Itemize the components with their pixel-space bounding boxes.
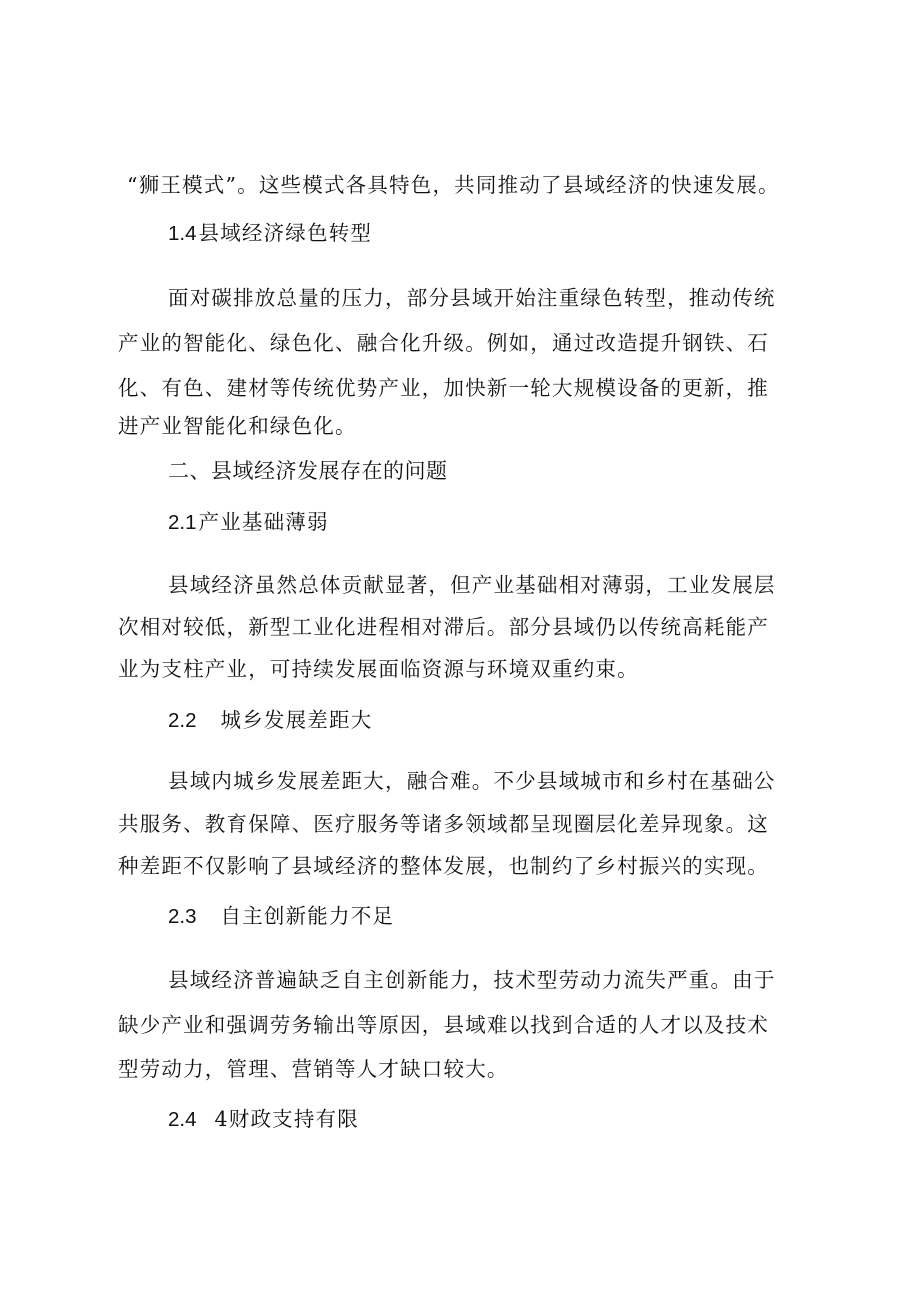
paragraph-line: “狮王模式”。这些模式各具特色，共同推动了县域经济的快速发展。	[127, 173, 780, 197]
section-heading-2-3	[168, 902, 394, 931]
section-title: 自主创新能力不足	[220, 904, 395, 928]
section-number: 1.4	[168, 222, 197, 245]
paragraph-line: 共服务、教育保障、医疗服务等诸多领域都呈现圈层化差异现象。这	[118, 812, 769, 836]
section-title: 产业基础薄弱	[198, 510, 329, 534]
section-number: 2.3	[168, 905, 197, 928]
section-heading-2-1	[168, 508, 329, 537]
section-title: 4财政支持有限	[214, 1107, 359, 1131]
chapter-heading: 二、县域经济发展存在的问题	[168, 459, 448, 483]
paragraph-line: 种差距不仅影响了县域经济的整体发展，也制约了乡村振兴的实现。	[118, 854, 769, 878]
section-heading-2-2	[168, 706, 372, 735]
paragraph-line: 进产业智能化和绿色化。	[118, 414, 357, 438]
paragraph-line: 产业的智能化、绿色化、融合化升级。例如，通过改造提升钢铁、石	[118, 331, 769, 355]
section-title: 县域经济绿色转型	[198, 221, 373, 245]
section-heading-2-4	[168, 1105, 359, 1134]
section-number: 2.1	[168, 511, 197, 534]
paragraph-line: 缺少产业和强调劳务输出等原因，县域难以找到合适的人才以及技术	[118, 1013, 769, 1037]
paragraph-line: 型劳动力，管理、营销等人才缺口较大。	[118, 1057, 509, 1081]
section-heading-1-4	[168, 219, 372, 248]
section-title: 城乡发展差距大	[220, 708, 373, 732]
paragraph-line: 县域内城乡发展差距大，融合难。不少县域城市和乡村在基础公	[168, 769, 776, 793]
paragraph-line: 县域经济普遍缺乏自主创新能力，技术型劳动力流失严重。由于	[168, 968, 776, 992]
paragraph-line: 县域经济虽然总体贡献显著，但产业基础相对薄弱，工业发展层	[168, 573, 776, 597]
section-number: 2.4	[168, 1108, 197, 1131]
paragraph-line: 业为支柱产业，可持续发展面临资源与环境双重约束。	[118, 657, 639, 681]
paragraph-line: 次相对较低，新型工业化进程相对滞后。部分县域仍以传统高耗能产	[118, 615, 769, 639]
paragraph-line: 面对碳排放总量的压力，部分县域开始注重绿色转型，推动传统	[168, 286, 776, 310]
paragraph-line: 化、有色、建材等传统优势产业，加快新一轮大规模设备的更新，推	[118, 376, 769, 400]
section-number: 2.2	[168, 709, 197, 732]
